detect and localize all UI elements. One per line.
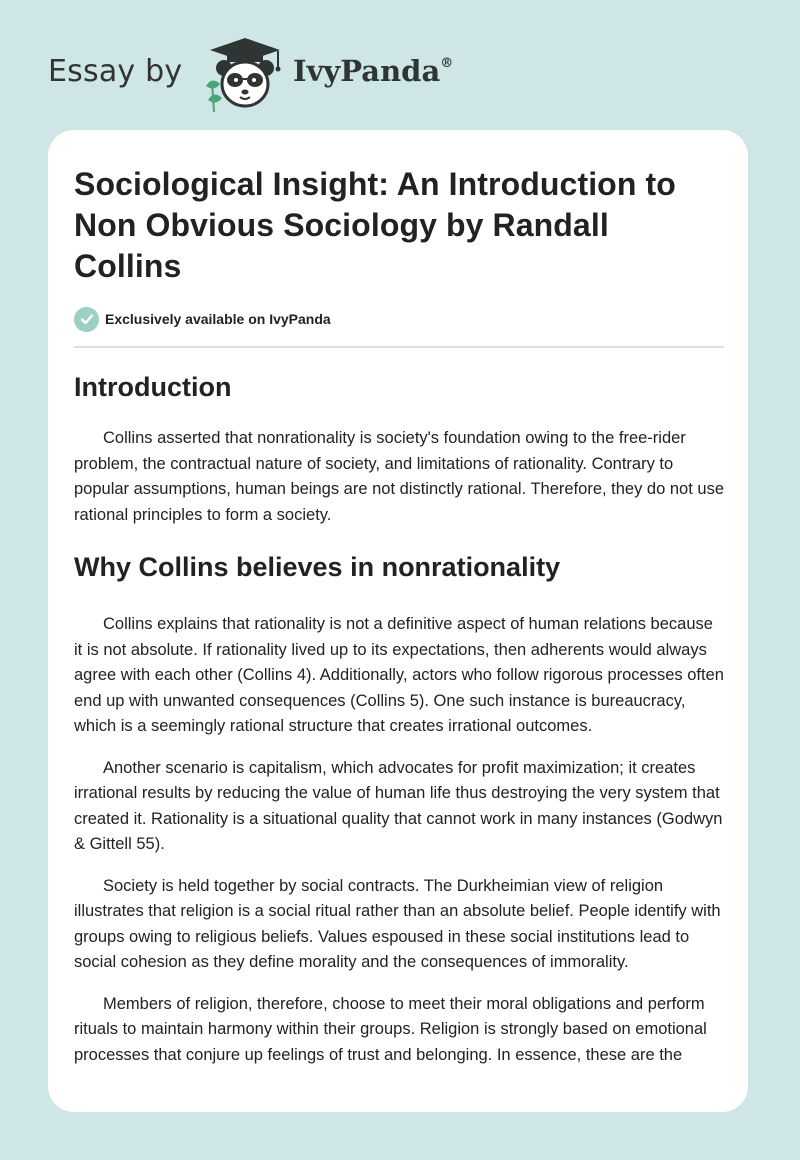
- paragraph: Another scenario is capitalism, which advocates for profit maximization; it creates irrational results by reducing the value of human life thus destroying the very system that created it. Rationality is a situational quality that cannot work in many instances (Godwyn & Gittell 55).: [74, 758, 723, 853]
- section-heading-why-nonrationality: Why Collins believes in nonrationality: [74, 552, 561, 582]
- paragraph: Members of religion, therefore, choose to meet their moral obligations and perform rituals to maintain harmony within their groups. Religion is strongly based on emotional processes that conjure up feelings of trust and belonging. In essence, these are the: [74, 994, 707, 1064]
- registered-mark: ®: [440, 56, 454, 71]
- article-card: [48, 130, 748, 1112]
- panda-graduate-icon[interactable]: [200, 34, 290, 114]
- section-heading-introduction: Introduction: [74, 372, 232, 402]
- exclusive-badge-text: Exclusively available on IvyPanda: [105, 311, 331, 327]
- page-title: Sociological Insight: An Introduction to Non Obvious Sociology by Randall Collins: [74, 166, 676, 284]
- brand-name[interactable]: IvyPanda®: [293, 54, 454, 88]
- exclusive-badge: [74, 306, 724, 332]
- check-circle-icon: [74, 307, 99, 332]
- divider: [74, 346, 724, 348]
- paragraph: Collins asserted that nonrationality is society's foundation owing to the free-rider problem, the contractual nature of society, and limitations of rationality. Contrary to popular assumptions, human beings are not distinctly rational. Therefore, they do not use rational principles to form a society.: [74, 429, 724, 524]
- paragraph: Society is held together by social contracts. The Durkheimian view of religion illustrates that religion is a social ritual rather than an absolute belief. People identify with groups owing to religious beliefs. Values espoused in these social institutions lead to social cohesion as they define morality and the consequences of immorality.: [74, 876, 721, 971]
- paragraph: Collins explains that rationality is not a definitive aspect of human relations because it is not absolute. If rationality lived up to its expectations, then adherents would always agree with each other (Collins 4). Additionally, actors who follow rigorous processes often end up with unwanted consequences (Collins 5). One such instance is bureaucracy, which is a seemingly rational structure that creates irrational outcomes.: [74, 615, 724, 735]
- brand-prefix: Essay by: [48, 54, 183, 89]
- brand-header: [48, 34, 548, 114]
